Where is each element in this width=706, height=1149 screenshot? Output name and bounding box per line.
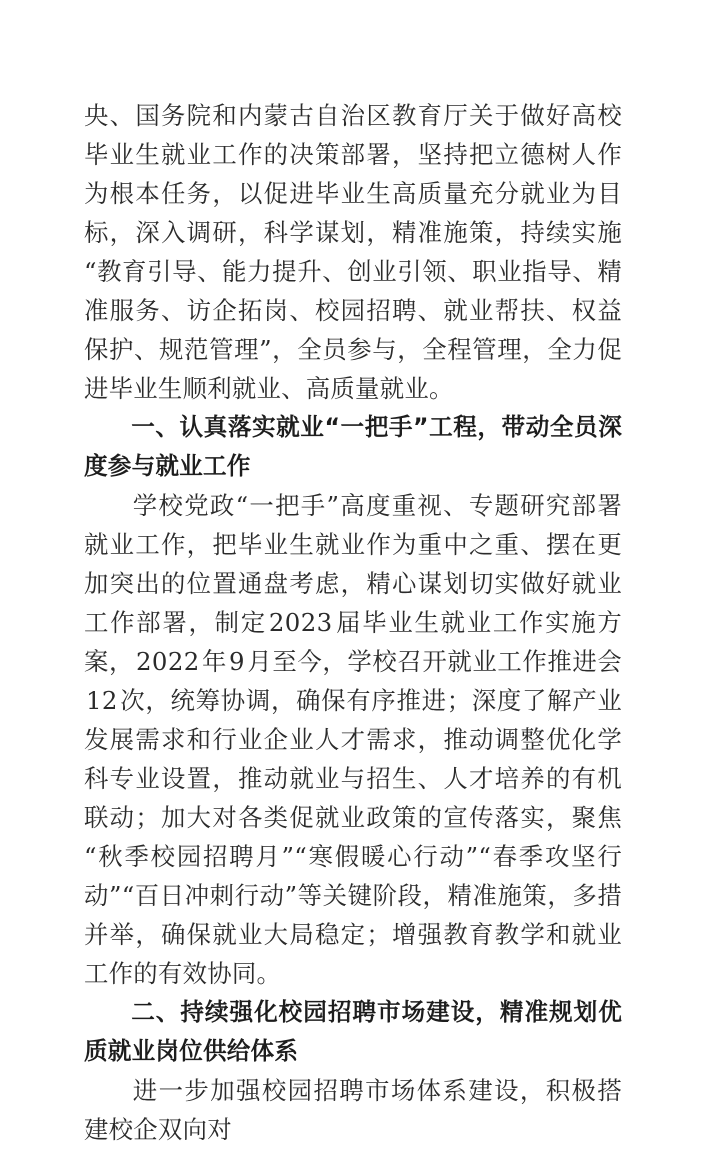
paragraph-text-segment: 届毕业生就业工作实施方案， — [84, 608, 622, 676]
section-heading-two: 二、持续强化校园招聘市场建设，精准规划优质就业岗位供给体系 — [84, 998, 622, 1065]
body-paragraph-section-one — [84, 486, 622, 993]
paragraph-text-segment: 学校党政“一把手”高度重视、专题研究部署就业工作，把毕业生就业作为重中之重、摆在更加突出的位置通盘考虑，精心谋划切实做好就业工作部署，制定 — [84, 491, 622, 637]
body-paragraph-section-two-truncated: 进一步加强校园招聘市场体系建设，积极搭建校企双向对 — [84, 1076, 622, 1144]
paragraph-text-segment: 年 — [201, 647, 228, 676]
inline-number-2023: 2023 — [268, 608, 333, 637]
paragraph-text-segment: 月至今，学校召开就业工作推进会 — [246, 647, 622, 676]
document-text-column — [84, 96, 622, 1149]
body-paragraph-continued: 央、国务院和内蒙古自治区教育厅关于做好高校毕业生就业工作的决策部署，坚持把立德树人作为根本任务，以促进毕业生高质量充分就业为目标，深入调研，科学谋划，精准施策，持续实施“教育引导、能力提升、创业引领、职业指导、精准服务、访企拓岗、校园招聘、就业帮扶、权益保护、规范管理”，全员参与，全程管理，全力促进毕业生顺利就业、高质量就业。 — [84, 101, 622, 403]
inline-number-2022: 2022 — [136, 647, 200, 676]
section-heading-one: 一、认真落实就业“一把手”工程，带动全员深度参与就业工作 — [84, 413, 622, 480]
inline-number-12: 12 — [86, 686, 118, 715]
inline-number-9: 9 — [229, 647, 245, 676]
paragraph-text-segment: 次，统筹协调，确保有序推进；深度了解产业发展需求和行业企业人才需求，推动调整优化学科专业设置，推动就业与招生、人才培养的有机联动；加大对各类促就业政策的宣传落实，聚焦“秋季校园招聘月”“寒假暖心行动”“春季攻坚行动”“百日冲刺行动”等关键阶段，精准施策，多措并举，确保就业大局稳定；增强教育教学和就业工作的有效协同。 — [84, 686, 622, 988]
